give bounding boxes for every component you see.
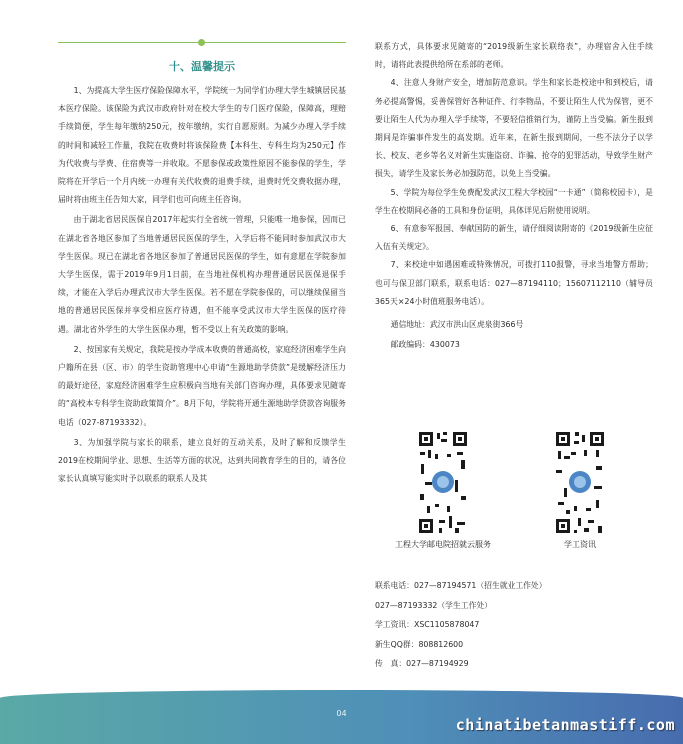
postcode: 邮政编码：430073 — [390, 340, 460, 350]
divider-dot — [198, 39, 205, 46]
paragraph-enlistment: 6、有意参军报国、奉献国防的新生，请仔细阅读附寄的《2019级新生应征入伍有关规定》。 — [375, 224, 653, 252]
watermark: chinatibetanmastiff.com — [455, 716, 675, 734]
section-title: 十、温馨提示 — [169, 60, 235, 73]
right-column — [375, 38, 653, 355]
paragraph-safety: 4、注意人身财产安全，增加防范意识。学生和家长赴校途中和到校后，请务必提高警惕，妥善保管好各种证件、行李物品，不要让陌生人代为保管，更不要让陌生人代为办理入学手续等，不要轻信推销行为，谨防上当受骗。新生报到期间是诈骗事件发生的高发期。近年来，在新生报到期间，一些不法分子以学长、校友、老乡等名义对新生实施盗窃、诈骗、抢夺的犯罪活动，导致学生财产损失，请学生及家长务必加强防范，以免上当受骗。 — [375, 78, 653, 179]
paragraph-emergency: 7、来校途中如遇困难或特殊情况，可拨打110报警，寻求当地警方帮助；也可与保卫部门联系，联系电话：027—87194110；15607112110（辅导员365天×24小时值班服务电话）。 — [375, 260, 653, 306]
left-column — [58, 82, 346, 490]
contact-qq-group: 新生QQ群：808812600 — [375, 639, 464, 649]
paragraph-campus-card: 5、学院为每位学生免费配发武汉工程大学校园“一卡通”（简称校园卡），是学生在校期间必备的工具和身份证明，具体详见后附使用说明。 — [375, 187, 653, 215]
page-number: 04 — [336, 709, 347, 718]
paragraph-hubei-insurance: 由于湖北省居民医保自2017年起实行全省统一管理，只能唯一地参保，因而已在湖北省各地区参加了当地普通居民医保的学生，入学后将不能同时参加武汉市大学生医保。现已在湖北省各地区参加了普通居民医保的学生，如有意愿在学院参加大学生医保，需于2019年9月1日前，在当地社保机构办理普通居民医保退保手续，才能在入学后办理武汉市大学生医保。若不愿在学院参保的，可以继续保留当地的普通居民医保并享受相应医疗待遇，但不能享受武汉市大学生医保的医疗待遇。湖北省外学生的大学生医保办理，暂不受以上有关政策的影响。 — [58, 215, 346, 334]
contact-phone-student-affairs: 027—87193332（学生工作处） — [375, 600, 492, 610]
paragraph-insurance: 1、为提高大学生医疗保险保障水平，学院统一为同学们办理大学生城镇居民基本医疗保险。该保险为武汉市政府针对在校大学生的专门医疗保险，保障高，理赔手续简便，学生每年缴纳250元，按年缴纳，实行自愿原则。为减少办理入学手续的时间和减轻工作量，我院在收费时将该保险费【本科生、专科生均为250元】作为代收费与学费、住宿费等一并收取。不愿参保或政策性原因不能参保的学生，学院将在开学后一个月内统一办理有关代收费的退费手续，退费时凭交费收据办理，届时将由班主任告知大家，同学们也可向班主任咨询。 — [58, 86, 346, 205]
mailing-address: 通信地址：武汉市洪山区虎泉街366号 — [390, 320, 524, 330]
paragraph-student-loan: 2、按国家有关规定，我院是按办学成本收费的普通高校，家庭经济困难学生向户籍所在县（区、市）的学生资助管理中心申请“生源地助学贷款”是缓解经济压力的最好途径，家庭经济困难学生应积极向当地有关部门咨询办理，具体要求见随寄的“高校本专科学生资助政策简介”。8月下旬，学院将开通生源地助学贷款咨询服务电话（027-87193332）。 — [58, 344, 346, 427]
contact-list — [375, 576, 665, 674]
paragraph-contact-form: 联系方式，具体要求见随寄的“2019级新生家长联络表”，办理宿舍入住手续时，请将此表提供给所在系部的老师。 — [375, 42, 653, 70]
qr-code-student-affairs — [515, 430, 645, 550]
qr-code-image — [417, 430, 469, 535]
qr-caption: 学工资讯 — [564, 540, 596, 549]
qr-code-recruitment — [378, 430, 508, 550]
address-block — [375, 315, 653, 355]
paragraph-parent-contact: 3、为加强学院与家长的联系，建立良好的互动关系，及时了解和反馈学生2019在校期间学业、思想、生活等方面的状况，达到共同教育学生的目的，请各位家长认真填写能实时予以联系的联系人及其 — [58, 437, 346, 484]
contact-wechat: 学工资讯：XSC1105878047 — [375, 620, 480, 629]
qr-code-image — [554, 430, 606, 535]
qr-caption: 工程大学邮电院招就云服务 — [395, 540, 491, 549]
contact-phone: 联系电话：027—87194571（招生就业工作处） — [375, 581, 547, 590]
contact-fax: 传 真：027—87194929 — [375, 659, 469, 668]
